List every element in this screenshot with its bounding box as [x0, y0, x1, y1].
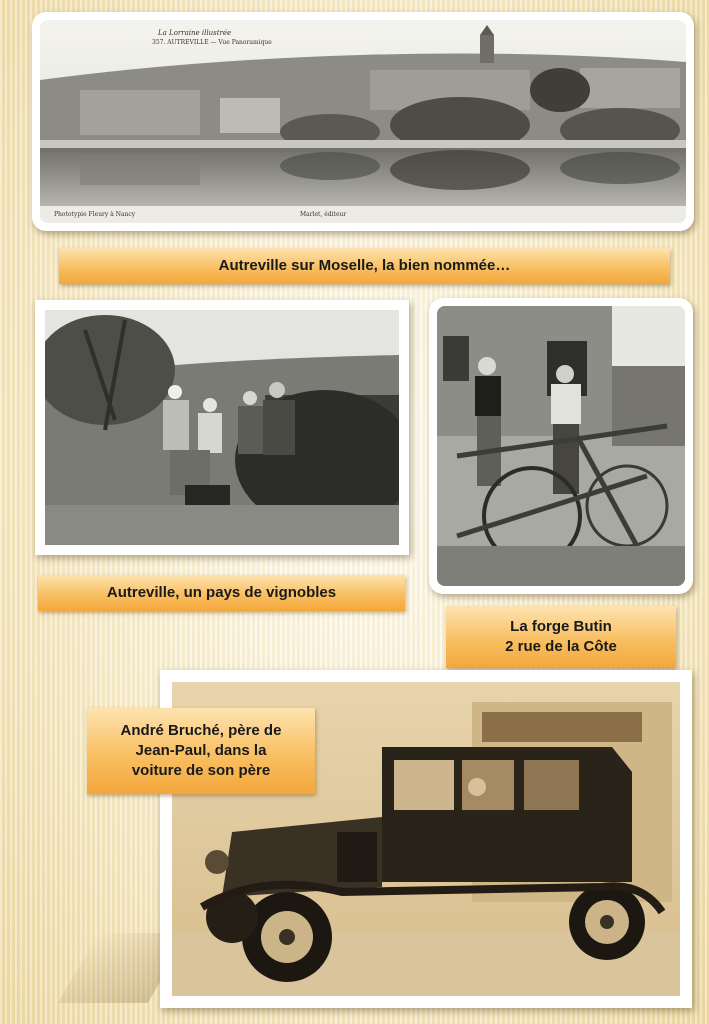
car-caption-line-1: André Bruché, père de — [120, 721, 282, 739]
postcard-publisher-text: La Lorraine illustrée — [158, 29, 232, 37]
vineyard-photo — [45, 310, 399, 545]
car-caption-line-2: Jean-Paul, dans la — [135, 741, 267, 759]
car-caption — [87, 708, 315, 794]
vineyard-caption-text: Autreville, un pays de vignobles — [106, 583, 337, 601]
forge-photo-frame — [429, 298, 693, 594]
village-caption-text: Autreville sur Moselle, la bien nommée… — [218, 256, 511, 274]
postcard-printer-text: Phototypie Fleury à Nancy — [54, 211, 136, 218]
postcard-place-text: 357. AUTREVILLE — Vue Panoramique — [152, 39, 272, 46]
vineyard-photo-frame — [35, 300, 409, 555]
postcard-photo-frame — [32, 12, 694, 231]
postcard-editor-text: Marlet, éditeur — [300, 211, 347, 218]
vineyard-caption — [38, 575, 405, 611]
forge-caption-line-1: La forge Butin — [510, 617, 612, 635]
village-caption — [59, 248, 670, 284]
forge-caption — [446, 606, 676, 668]
panorama-photo — [40, 20, 686, 223]
car-caption-line-3: voiture de son père — [131, 762, 271, 780]
forge-photo — [437, 306, 685, 586]
forge-caption-line-2: 2 rue de la Côte — [505, 638, 617, 655]
